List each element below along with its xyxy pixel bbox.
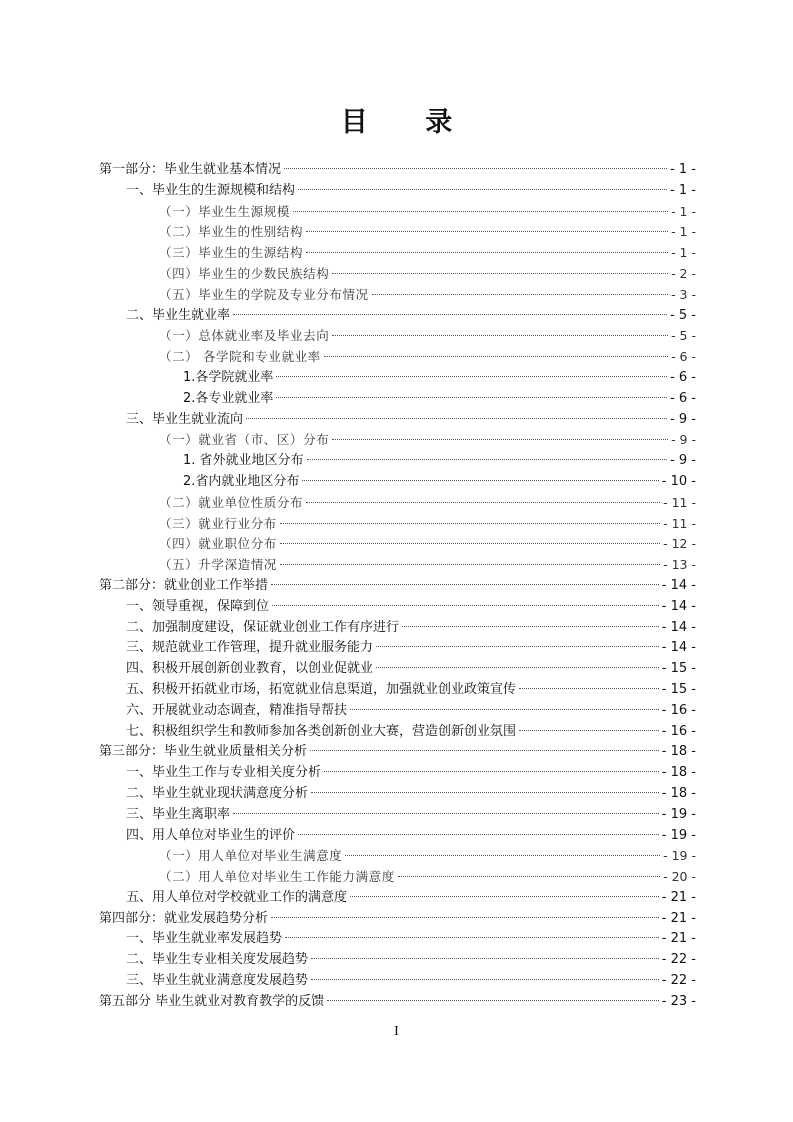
dot-leader (293, 211, 668, 212)
dot-leader (276, 376, 667, 377)
toc-entry-label: 1.各学院就业率 (183, 369, 274, 385)
toc-entry-page-number: - 19 - (661, 827, 696, 843)
dot-leader (280, 564, 660, 565)
toc-entry[interactable] (99, 472, 696, 493)
toc-entry[interactable] (99, 826, 696, 847)
toc-entry-page-number: - 14 - (661, 598, 696, 614)
dot-leader (302, 480, 658, 481)
toc-entry[interactable] (99, 285, 696, 306)
toc-entry[interactable] (99, 243, 696, 264)
toc-entry-label: 一、毕业生就业率发展趋势 (126, 931, 283, 947)
toc-entry-label: 三、毕业生就业满意度发展趋势 (126, 973, 309, 989)
toc-entry-page-number: - 18 - (661, 744, 696, 760)
dot-leader (350, 709, 659, 710)
dot-leader (327, 1000, 659, 1001)
toc-entry-label: （二）用人单位对毕业生工作能力满意度 (159, 869, 395, 885)
toc-entry-label: 五、积极开拓就业市场，拓宽就业信息渠道，加强就业创业政策宣传 (126, 681, 517, 697)
toc-entry[interactable] (99, 202, 696, 223)
toc-entry[interactable] (99, 451, 696, 472)
toc-entry-label: 七、积极组织学生和教师参加各类创新创业大赛，营造创新创业氛围 (126, 723, 517, 739)
toc-entry-label: 一、毕业生的生源规模和结构 (126, 182, 296, 198)
toc-entry-page-number: - 13 - (663, 557, 696, 573)
dot-leader (310, 750, 659, 751)
toc-entry-page-number: - 2 - (671, 265, 696, 281)
toc-entry-page-number: - 5 - (670, 307, 696, 323)
toc-entry-label: （三）就业行业分布 (159, 515, 277, 531)
toc-entry[interactable] (99, 368, 696, 389)
toc-entry-page-number: - 15 - (661, 661, 696, 677)
toc-entry-label: 四、用人单位对毕业生的评价 (126, 827, 296, 843)
dot-leader (271, 917, 659, 918)
toc-entry-page-number: - 6 - (670, 369, 696, 385)
toc-entry-page-number: - 22 - (661, 973, 696, 989)
toc-entry-page-number: - 15 - (661, 681, 696, 697)
toc-entry-label: 二、毕业生专业相关度发展趋势 (126, 952, 309, 968)
toc-entry-page-number: - 6 - (671, 349, 696, 365)
dot-leader (306, 502, 660, 503)
toc-entry-label: 四、积极开展创新创业教育，以创业促就业 (126, 661, 374, 677)
page-title: 目 录 (340, 107, 477, 138)
toc-entry-page-number: - 11 - (663, 515, 696, 531)
toc-entry-label: （二）毕业生的性别结构 (159, 224, 304, 240)
toc-entry-page-number: - 16 - (661, 723, 696, 739)
toc-entry-page-number: - 18 - (661, 765, 696, 781)
toc-entry[interactable] (99, 514, 696, 535)
toc-entry[interactable] (99, 680, 696, 701)
toc-entry[interactable] (99, 618, 696, 639)
toc-entry-page-number: - 9 - (670, 453, 696, 469)
dot-leader (285, 937, 659, 938)
toc-entry[interactable] (99, 430, 696, 451)
toc-entry-page-number: - 1 - (671, 224, 696, 240)
toc-entry[interactable] (99, 389, 696, 410)
dot-leader (372, 294, 668, 295)
toc-entry[interactable] (99, 264, 696, 285)
toc-entry-page-number: - 9 - (670, 411, 696, 427)
toc-entry-label: 二、毕业生就业现状满意度分析 (126, 785, 309, 801)
toc-entry-page-number: - 21 - (661, 889, 696, 905)
toc-entry[interactable] (99, 888, 696, 909)
toc-entry-label: （二） 各学院和专业就业率 (159, 349, 321, 365)
toc-entry[interactable] (99, 784, 696, 805)
dot-leader (376, 646, 659, 647)
toc-entry-label: 二、毕业生就业率 (126, 307, 231, 323)
toc-entry-label: （一）总体就业率及毕业去向 (159, 328, 330, 344)
toc-entry-page-number: - 1 - (671, 245, 696, 261)
toc-entry[interactable] (99, 347, 696, 368)
dot-leader (298, 189, 667, 190)
toc-entry-page-number: - 6 - (670, 390, 696, 406)
toc-entry[interactable] (99, 326, 696, 347)
dot-leader (519, 730, 659, 731)
toc-entry-label: （二）就业单位性质分布 (159, 494, 304, 510)
dot-leader (280, 523, 660, 524)
toc-entry-page-number: - 19 - (663, 848, 696, 864)
dot-leader (345, 855, 660, 856)
dot-leader (324, 771, 659, 772)
toc-entry-page-number: - 14 - (661, 577, 696, 593)
dot-leader (271, 584, 659, 585)
toc-entry-page-number: - 21 - (661, 910, 696, 926)
toc-entry[interactable] (99, 992, 696, 1013)
toc-entry-label: 2.省内就业地区分布 (183, 473, 300, 489)
dot-leader (306, 231, 668, 232)
toc-entry[interactable] (99, 638, 696, 659)
page-number-footer: I (394, 1024, 399, 1039)
toc-entry[interactable] (99, 576, 696, 597)
dot-leader (402, 626, 659, 627)
toc-entry-label: 第五部分 毕业生就业对教育教学的反馈 (99, 993, 325, 1009)
toc-entry-page-number: - 12 - (663, 536, 696, 552)
toc-entry[interactable] (99, 929, 696, 950)
toc-entry-label: 第三部分：毕业生就业质量相关分析 (99, 744, 308, 760)
dot-leader (324, 356, 668, 357)
toc-entry[interactable] (99, 306, 696, 327)
toc-entry-page-number: - 14 - (661, 640, 696, 656)
toc-entry[interactable] (99, 971, 696, 992)
toc-entry-page-number: - 20 - (663, 869, 696, 885)
dot-leader (376, 667, 659, 668)
dot-leader (272, 605, 659, 606)
toc-entry[interactable] (99, 493, 696, 514)
dot-leader (332, 273, 668, 274)
toc-entry-label: （四）就业职位分布 (159, 536, 277, 552)
toc-entry-page-number: - 21 - (661, 931, 696, 947)
toc-entry-label: （一）用人单位对毕业生满意度 (159, 848, 343, 864)
toc-entry[interactable] (99, 742, 696, 763)
toc-entry-label: 2.各专业就业率 (183, 390, 274, 406)
toc-entry[interactable] (99, 222, 696, 243)
toc-entry[interactable] (99, 846, 696, 867)
toc-entry[interactable] (99, 805, 696, 826)
dot-leader (311, 792, 659, 793)
toc-entry-page-number: - 1 - (671, 203, 696, 219)
toc-entry-page-number: - 9 - (671, 432, 696, 448)
toc-entry-page-number: - 1 - (670, 182, 696, 198)
toc-entry-page-number: - 19 - (661, 806, 696, 822)
dot-leader (306, 252, 668, 253)
toc-entry[interactable] (99, 410, 696, 431)
toc-entry-page-number: - 22 - (661, 952, 696, 968)
toc-entry-label: 一、毕业生工作与专业相关度分析 (126, 765, 322, 781)
dot-leader (246, 418, 667, 419)
toc-entry-label: 第一部分：毕业生就业基本情况 (99, 162, 282, 177)
toc-entry-page-number: - 11 - (663, 494, 696, 510)
toc-entry[interactable] (99, 950, 696, 971)
toc-entry[interactable] (99, 763, 696, 784)
toc-entry-label: 三、毕业生离职率 (126, 806, 231, 822)
toc-entry-label: （五）毕业生的学院及专业分布情况 (159, 286, 369, 302)
dot-leader (311, 958, 659, 959)
dot-leader (398, 876, 660, 877)
toc-entry-page-number: - 10 - (661, 473, 696, 489)
toc-entry[interactable] (99, 909, 696, 930)
dot-leader (276, 397, 667, 398)
toc-entry-page-number: - 23 - (661, 993, 696, 1009)
toc-entry[interactable] (99, 722, 696, 743)
dot-leader (519, 688, 659, 689)
toc-entry-page-number: - 16 - (661, 702, 696, 718)
toc-entry-label: 二、加强制度建设，保证就业创业工作有序进行 (126, 619, 400, 635)
toc-entry-label: 六、开展就业动态调查，精准指导帮扶 (126, 702, 348, 718)
toc-entry[interactable] (99, 181, 696, 202)
dot-leader (307, 459, 668, 460)
toc-entry[interactable] (99, 597, 696, 618)
toc-entry-label: 第四部分：就业发展趋势分析 (99, 910, 269, 926)
dot-leader (233, 813, 659, 814)
toc-entry-page-number: - 3 - (671, 286, 696, 302)
toc-entry-label: （四）毕业生的少数民族结构 (159, 265, 330, 281)
dot-leader (332, 335, 668, 336)
toc-entry-label: 1. 省外就业地区分布 (183, 453, 304, 469)
toc-entry[interactable] (99, 555, 696, 576)
dot-leader (350, 896, 659, 897)
toc-entry-label: 第二部分：就业创业工作举措 (99, 577, 269, 593)
toc-entry[interactable] (99, 534, 696, 555)
toc-entry-label: （一）就业省（市、区）分布 (159, 432, 330, 448)
toc-entry[interactable] (99, 659, 696, 680)
toc-entry-label: （一）毕业生生源规模 (159, 203, 291, 219)
toc-entry[interactable] (99, 160, 696, 181)
dot-leader (284, 168, 667, 169)
table-of-contents (99, 160, 696, 1013)
toc-entry-page-number: - 1 - (670, 162, 696, 177)
toc-entry-label: （五）升学深造情况 (159, 557, 277, 573)
toc-entry[interactable] (99, 701, 696, 722)
toc-entry[interactable] (99, 867, 696, 888)
toc-entry-label: 五、用人单位对学校就业工作的满意度 (126, 889, 348, 905)
toc-entry-label: （三）毕业生的生源结构 (159, 245, 304, 261)
toc-entry-page-number: - 14 - (661, 619, 696, 635)
dot-leader (280, 543, 660, 544)
dot-leader (298, 834, 659, 835)
toc-entry-label: 三、毕业生就业流向 (126, 411, 244, 427)
toc-entry-label: 三、规范就业工作管理，提升就业服务能力 (126, 640, 374, 656)
dot-leader (332, 439, 668, 440)
toc-entry-page-number: - 5 - (671, 328, 696, 344)
toc-entry-label: 一、领导重视，保障到位 (126, 598, 270, 614)
dot-leader (233, 314, 667, 315)
dot-leader (311, 979, 659, 980)
toc-entry-page-number: - 18 - (661, 785, 696, 801)
